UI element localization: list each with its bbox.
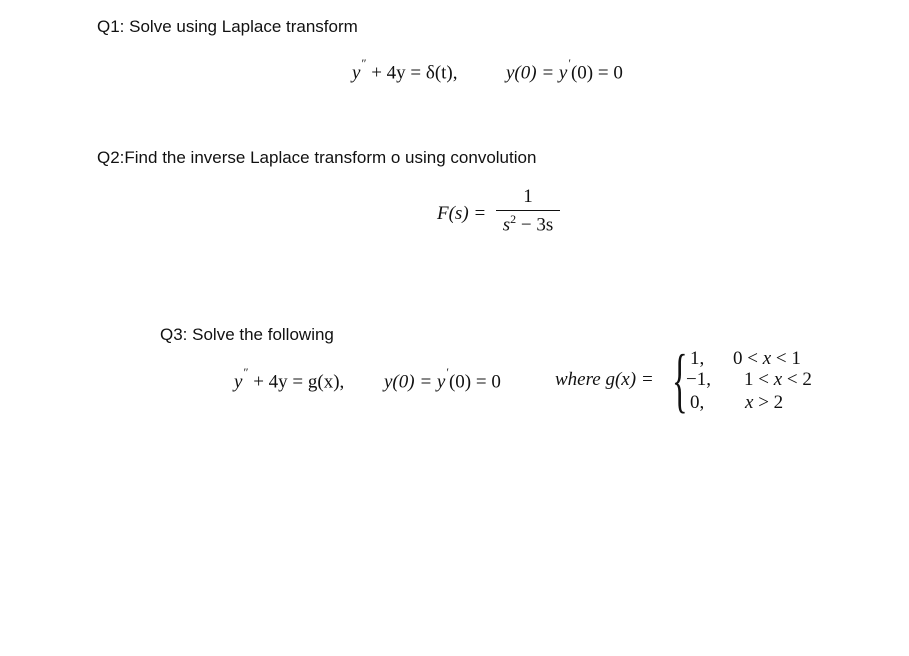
q1-eq-rest: + 4y = δ(t), <box>366 62 458 84</box>
q1-initial-conditions: y(0) = y′(0) = 0 <box>506 56 623 84</box>
q2-denominator: $s^2 - 3s$ <box>502 212 554 236</box>
q2-numerator: 1 <box>523 186 533 207</box>
q3-where-label: where g(x) = <box>555 369 654 390</box>
q3-case-2-value: −1, <box>686 369 711 390</box>
q3-title: Q3: Solve the following <box>160 325 334 344</box>
q3-y: y <box>234 371 243 393</box>
q1-y: y <box>352 62 361 84</box>
q3-ic-a: y(0) = y <box>384 371 446 393</box>
q1-title: Q1: Solve using Laplace transform <box>97 17 358 36</box>
q3-equation: y″ + 4y = g(x), <box>234 365 345 393</box>
q3-case-3-condition: x > 2 <box>745 392 784 413</box>
q1-equation: y″ + 4y = δ(t), <box>352 56 458 84</box>
q3-case-1-value: 1, <box>690 348 705 369</box>
q3-ic-b: (0) = 0 <box>448 371 501 393</box>
q3-case-1-condition: 0 < x < 1 <box>733 348 801 369</box>
q1-ic-a: y(0) = y <box>506 62 568 84</box>
q3-case-2-condition: 1 < x < 2 <box>744 369 812 390</box>
q2-fraction-bar <box>496 210 560 211</box>
q3-eq-rest: + 4y = g(x), <box>248 371 345 393</box>
case-brace: { <box>672 340 688 420</box>
q1-ic-b: (0) = 0 <box>570 62 623 84</box>
q3-initial-conditions: y(0) = y′(0) = 0 <box>384 365 501 393</box>
q3-case-3-value: 0, <box>690 392 705 413</box>
q2-fraction <box>496 186 560 236</box>
q2-title: Q2:Find the inverse Laplace transform o using convolution <box>97 148 537 167</box>
q2-lhs: F(s) = <box>437 203 487 224</box>
